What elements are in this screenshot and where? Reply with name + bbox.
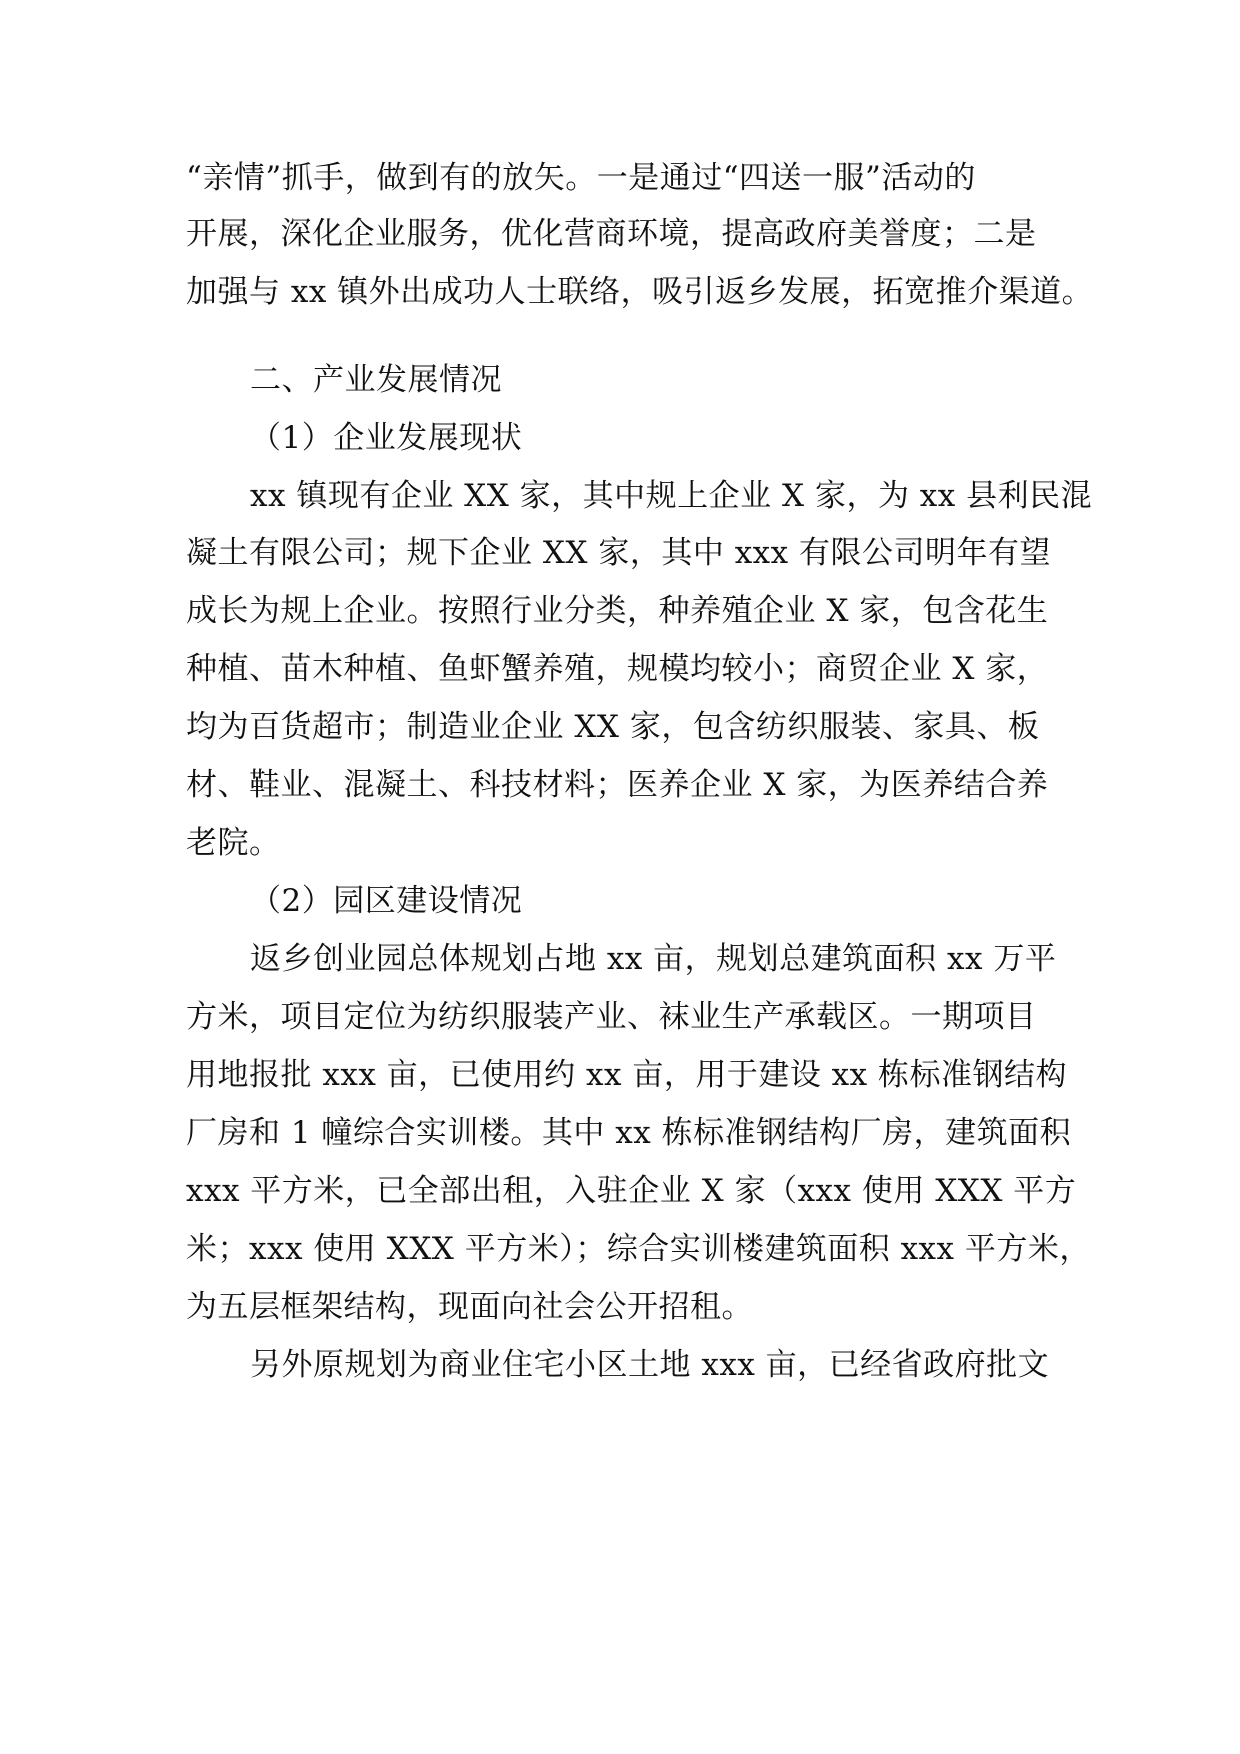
paragraph-line: “亲情”抓手，做到有的放矢。一是通过“四送一服”活动的 [186,160,976,196]
paragraph-line: 为五层框架结构，现面向社会公开招租。 [186,1289,753,1325]
subsection-heading: （1）企业发展现状 [250,420,523,456]
paragraph-line: 加强与 xx 镇外出成功人士联络，吸引返乡发展，拓宽推介渠道。 [186,274,1094,310]
paragraph-line: xxx 平方米，已全部出租，入驻企业 X 家（xxx 使用 XXX 平方 [186,1173,1077,1209]
paragraph-line: 返乡创业园总体规划占地 xx 亩，规划总建筑面积 xx 万平 [250,941,1057,977]
paragraph-line: xx 镇现有企业 XX 家，其中规上企业 X 家，为 xx 县利民混 [250,478,1093,514]
paragraph-line: 种植、苗木种植、鱼虾蟹养殖，规模均较小；商贸企业 X 家， [186,651,1049,687]
paragraph-line: 另外原规划为商业住宅小区土地 xxx 亩，已经省政府批文 [250,1347,1050,1383]
section-heading: 二、产业发展情况 [250,362,502,398]
paragraph-line: 用地报批 xxx 亩，已使用约 xx 亩，用于建设 xx 栋标准钢结构 [186,1057,1068,1093]
paragraph-line: 凝土有限公司；规下企业 XX 家，其中 xxx 有限公司明年有望 [186,535,1052,571]
paragraph-line: 方米，项目定位为纺织服装产业、袜业生产承载区。一期项目 [186,999,1037,1035]
paragraph-line: 厂房和 1 幢综合实训楼。其中 xx 栋标准钢结构厂房，建筑面积 [186,1115,1072,1151]
paragraph-line: 成长为规上企业。按照行业分类，种养殖企业 X 家，包含花生 [186,593,1049,629]
paragraph-line: 老院。 [186,825,281,861]
subsection-heading: （2）园区建设情况 [250,883,523,919]
paragraph-line: 均为百货超市；制造业企业 XX 家，包含纺织服装、家具、板 [186,709,1040,745]
paragraph-line: 开展，深化企业服务，优化营商环境，提高政府美誉度；二是 [186,216,1037,252]
paragraph-line: 材、鞋业、混凝土、科技材料；医养企业 X 家，为医养结合养 [186,767,1049,803]
paragraph-line: 米；xxx 使用 XXX 平方米）；综合实训楼建筑面积 xxx 平方米， [186,1231,1091,1267]
